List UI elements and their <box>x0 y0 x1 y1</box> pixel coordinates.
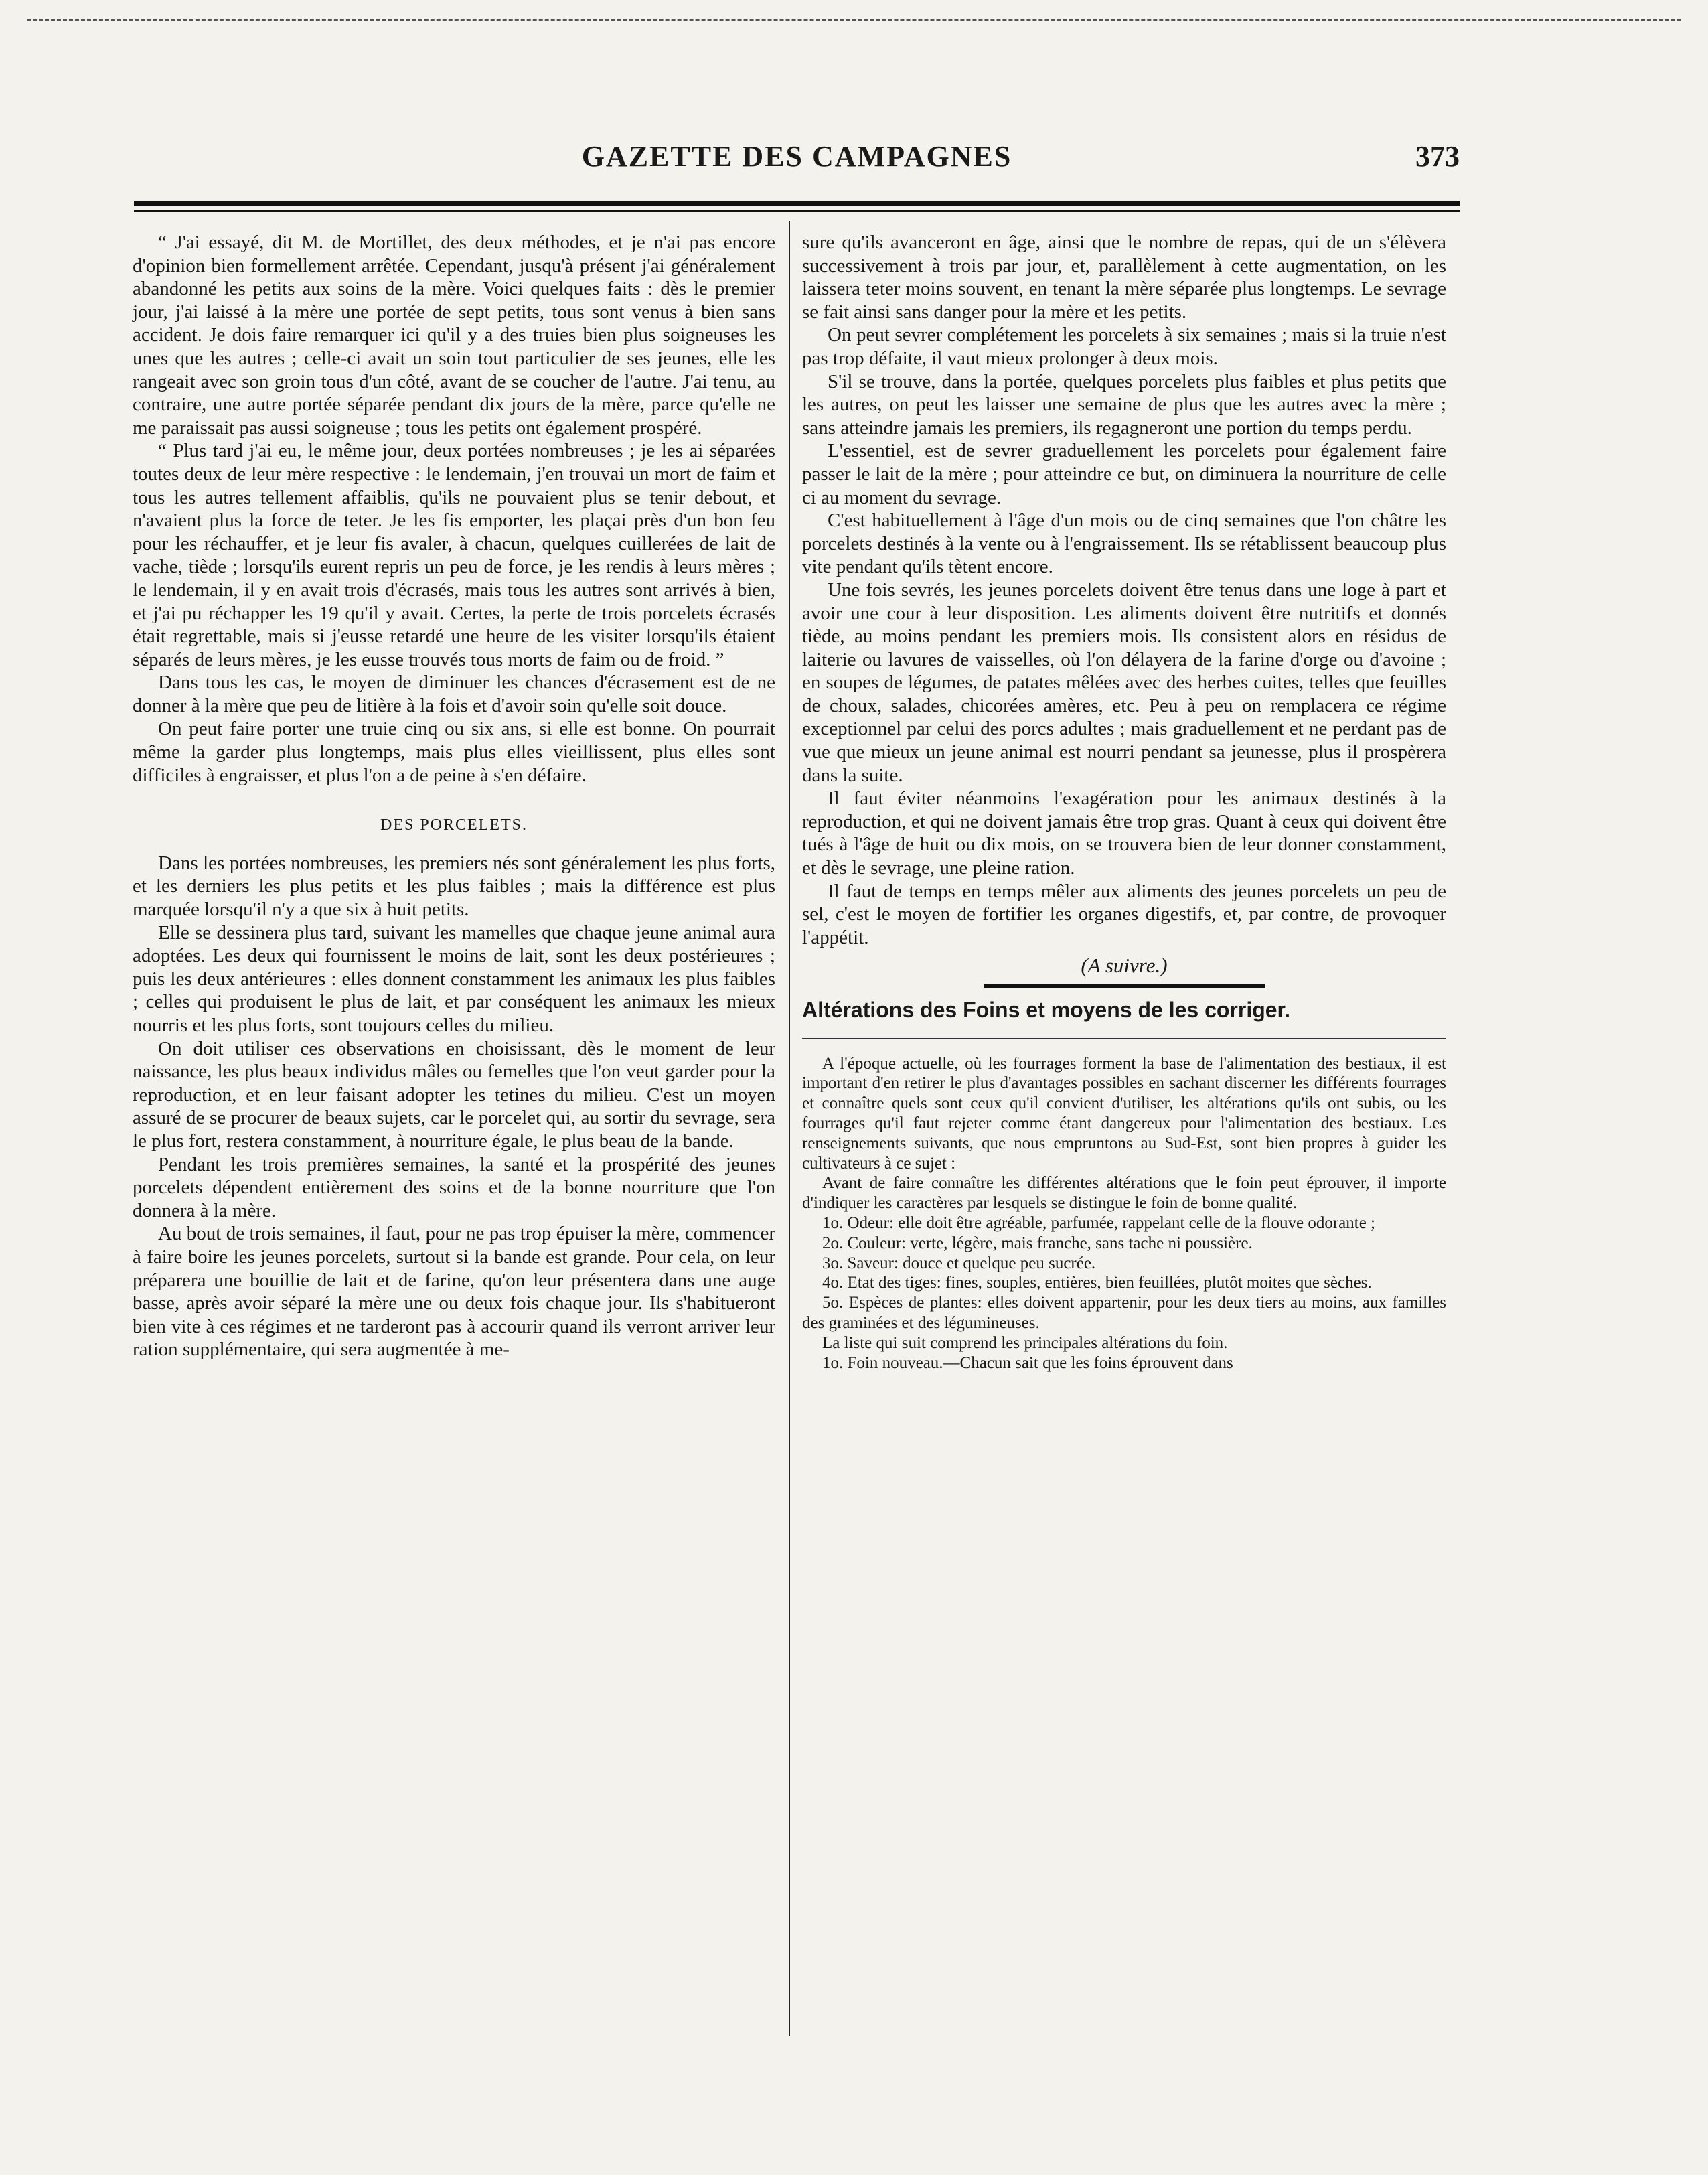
paragraph: Dans les portées nombreuses, les premiers nés sont généralement les plus forts, et les derniers les plus petits et les plus faibles ; mais la différence est plus marquée lorsqu'il n'y a que six à huit petits. <box>133 852 775 921</box>
page-number: 373 <box>1415 140 1460 173</box>
paragraph: C'est habituellement à l'âge d'un mois ou de cinq semaines que l'on châtre les porcelets destinés à la vente ou à l'engraissement. Ils se rétablissent beaucoup plus vite pendant qu'ils tètent encore. <box>802 510 1446 578</box>
list-item: 3o. Saveur: douce et quelque peu sucrée. <box>822 1254 1096 1272</box>
header-rule-thin <box>134 210 1460 212</box>
paragraph: Il faut de temps en temps mêler aux aliments des jeunes porcelets un peu de sel, c'est le moyen de fortifier les organes digestifs, et, par contre, de provoquer l'appétit. <box>802 880 1446 948</box>
list-item: 5o. Espèces de plantes: elles doivent appartenir, pour les deux tiers au moins, aux familles des graminées et des légumineuses. <box>802 1294 1446 1332</box>
paragraph: Avant de faire connaître les différentes altérations que le foin peut éprouver, il importe d'indiquer les caractères par lesquels se distingue le foin de bonne qualité. <box>802 1174 1446 1213</box>
list-item: 1o. Foin nouveau.—Chacun sait que les foins éprouvent dans <box>822 1353 1233 1372</box>
paragraph: On peut sevrer complétement les porcelets à six semaines ; mais si la truie n'est pas trop défaite, il vaut mieux prolonger à deux mois. <box>802 324 1446 369</box>
paragraph: S'il se trouve, dans la portée, quelques porcelets plus faibles et plus petits que les autres, on peut les laisser une semaine de plus que les autres avec la mère ; sans atteindre jamais les premiers, ils regagneront une portion du temps perdu. <box>802 370 1446 439</box>
paragraph: Elle se dessinera plus tard, suivant les mamelles que chaque jeune animal aura adoptées. Les deux qui fournissent le moins de lait, sont les deux postérieures ; puis les deux antérieures : elles donnent constamment les animaux les plus faibles ; celles qui produisent le plus de lait, et par conséquent les animaux les mieux nourris et les plus forts, sont toujours celles du milieu. <box>133 921 775 1036</box>
left-column <box>133 231 775 1361</box>
newspaper-title: GAZETTE DES CAMPAGNES <box>581 140 1012 173</box>
article-body <box>802 1054 1446 1373</box>
page-header <box>134 139 1460 186</box>
column-divider <box>789 221 790 2036</box>
paragraph: Une fois sevrés, les jeunes porcelets doivent être tenus dans une loge à part et avoir une cour à leur disposition. Les aliments doivent être nutritifs et donnés tiède, au moins pendant les premiers mois. Ils consistent alors en résidus de laiterie ou lavures de vaisselles, où l'on délayera de la farine d'orge ou d'avoine ; en soupes de légumes, de patates mêlées avec des herbes cuites, telles que feuilles de choux, salades, chicorées amères, etc. Peu à peu on remplacera ce régime exceptionnel par celui des porcs adultes ; mais graduellement et ne perdant pas de vue que mieux un jeune animal est nourri pendant sa jeunesse, plus il prospèrera dans la suite. <box>802 579 1446 786</box>
paragraph: On peut faire porter une truie cinq ou six ans, si elle est bonne. On pourrait même la garder plus longtemps, mais plus elles vieillissent, plus elles sont difficiles à engraisser, et plus l'on a de peine à s'en défaire. <box>133 718 775 786</box>
paragraph: La liste qui suit comprend les principales altérations du foin. <box>822 1333 1228 1352</box>
paragraph: “ J'ai essayé, dit M. de Mortillet, des deux méthodes, et je n'ai pas encore d'opinion bien formellement arrêtée. Cependant, jusqu'à présent j'ai généralement abandonné les petits aux soins de la mère. Voici quelques faits : dès le premier jour, j'ai laissé à la mère une portée de sept petits, tous sont venus à bien sans accident. Je dois faire remarquer ici qu'il y a des truies bien plus soigneuses les unes que les autres ; celle-ci avait un soin tout particulier de ses jeunes, elle les rangeait avec son groin tous d'un côté, avant de se coucher de l'autre. J'ai tenu, au contraire, une autre portée séparée pendant dix jours de la mère, parce qu'elle ne me paraissait pas aussi soigneuse ; tous les petits ont également prospéré. <box>133 232 775 439</box>
header-rule-thick <box>134 201 1460 206</box>
list-item: 2o. Couleur: verte, légère, mais franche, sans tache ni poussière. <box>822 1233 1253 1252</box>
paragraph: “ Plus tard j'ai eu, le même jour, deux portées nombreuses ; je les ai séparées toutes deux de leur mère respective : le lendemain, j'en trouvai un mort de faim et tous les autres tellement affaiblis, qu'ils ne pouvaient plus se tenir debout, et n'avaient plus la force de teter. Je les fis emporter, les plaçai près d'un bon feu pour les réchauffer, et je leur fis avaler, à chacun, quelques cuillerées de lait de vache, tiède ; lorsqu'ils eurent repris un peu de force, je les rendis à leurs mères ; le lendemain, il y en avait trois d'écrasés, mais tous les autres sont arrivés à bien, et j'ai pu réchapper les 19 qu'il y avait. Certes, la perte de trois porcelets écrasés était regrettable, mais si j'eusse retardé une heure de les visiter lorsqu'ils étaient séparés de leurs mères, je les eusse trouvés tous morts de faim ou de froid. ” <box>133 440 775 670</box>
list-item: 1o. Odeur: elle doit être agréable, parfumée, rappelant celle de la flouve odorante ; <box>822 1213 1376 1232</box>
top-dashed-line <box>27 19 1681 21</box>
paragraph: Il faut éviter néanmoins l'exagération pour les animaux destinés à la reproduction, et qui ne doivent jamais être trop gras. Quant à ceux qui doivent être tués à l'âge de huit ou dix mois, on se trouvera bien de leur donner constamment, et dès le sevrage, une pleine ration. <box>802 788 1446 879</box>
paragraph: Au bout de trois semaines, il faut, pour ne pas trop épuiser la mère, commencer à faire boire les jeunes porcelets, surtout si la bande est grande. Pour cela, on leur préparera une bouillie de lait et de farine, qu'on leur présentera dans une auge basse, après avoir séparé la mère une ou deux fois chaque jour. Ils s'habitueront bien vite à ces régimes et ne tarderont pas à accourir quand ils verront arriver leur ration supplémentaire, qui sera augmentée à me- <box>133 1223 775 1361</box>
paragraph: Dans tous les cas, le moyen de diminuer les chances d'écrasement est de ne donner à la mère que peu de litière à la fois et d'avoir soin qu'elle soit douce. <box>133 672 775 717</box>
list-item: 4o. Etat des tiges: fines, souples, entières, bien feuillées, plutôt moites que sèches. <box>822 1274 1372 1292</box>
paragraph: A l'époque actuelle, où les fourrages forment la base de l'alimentation des bestiaux, il est important d'en retirer le plus d'avantages possibles en sachant discerner les différents fourrages et connaître quels sont ceux qu'il convient d'utiliser, les altérations qu'ils ont subis, ou les fourrages qu'il faut rejeter comme étant dangereux pour l'alimentation des bestiaux. Les renseignements suivants, que nous empruntons au Sud-Est, sont bien propres à guider les cultivateurs à ce sujet : <box>802 1054 1446 1173</box>
paragraph: L'essentiel, est de sevrer graduellement les porcelets pour également faire passer le lait de la mère ; pour atteindre ce but, on diminuera la nourriture de celle ci au moment du sevrage. <box>802 440 1446 508</box>
right-column <box>802 231 1446 1373</box>
to-be-continued: (A suivre.) <box>1081 954 1168 978</box>
section-heading: DES PORCELETS. <box>380 816 528 834</box>
article-separator <box>984 984 1265 988</box>
article-title: Altérations des Foins et moyens de les corriger. <box>802 998 1291 1022</box>
paragraph: sure qu'ils avanceront en âge, ainsi que le nombre de repas, qui de un s'élèvera successivement à trois par jour, et, parallèlement à cette augmentation, on les laissera teter moins souvent, en tenant la mère séparée plus longtemps. Le sevrage se fait ainsi sans danger pour la mère et les petits. <box>802 232 1446 323</box>
paragraph: On doit utiliser ces observations en choisissant, dès le moment de leur naissance, les plus beaux individus mâles ou femelles que l'on veut garder pour la reproduction, et en leur faisant adopter les tetines du milieu. C'est un moyen assuré de se procurer de beaux sujets, car le porcelet qui, au sortir du sevrage, sera le plus fort, restera constamment, à nourriture égale, le plus beau de la bande. <box>133 1037 775 1152</box>
article-title-rule <box>802 1038 1446 1039</box>
paragraph: Pendant les trois premières semaines, la santé et la prospérité des jeunes porcelets dépendent entièrement des soins et de la bonne nourriture que l'on donnera à la mère. <box>133 1153 775 1221</box>
